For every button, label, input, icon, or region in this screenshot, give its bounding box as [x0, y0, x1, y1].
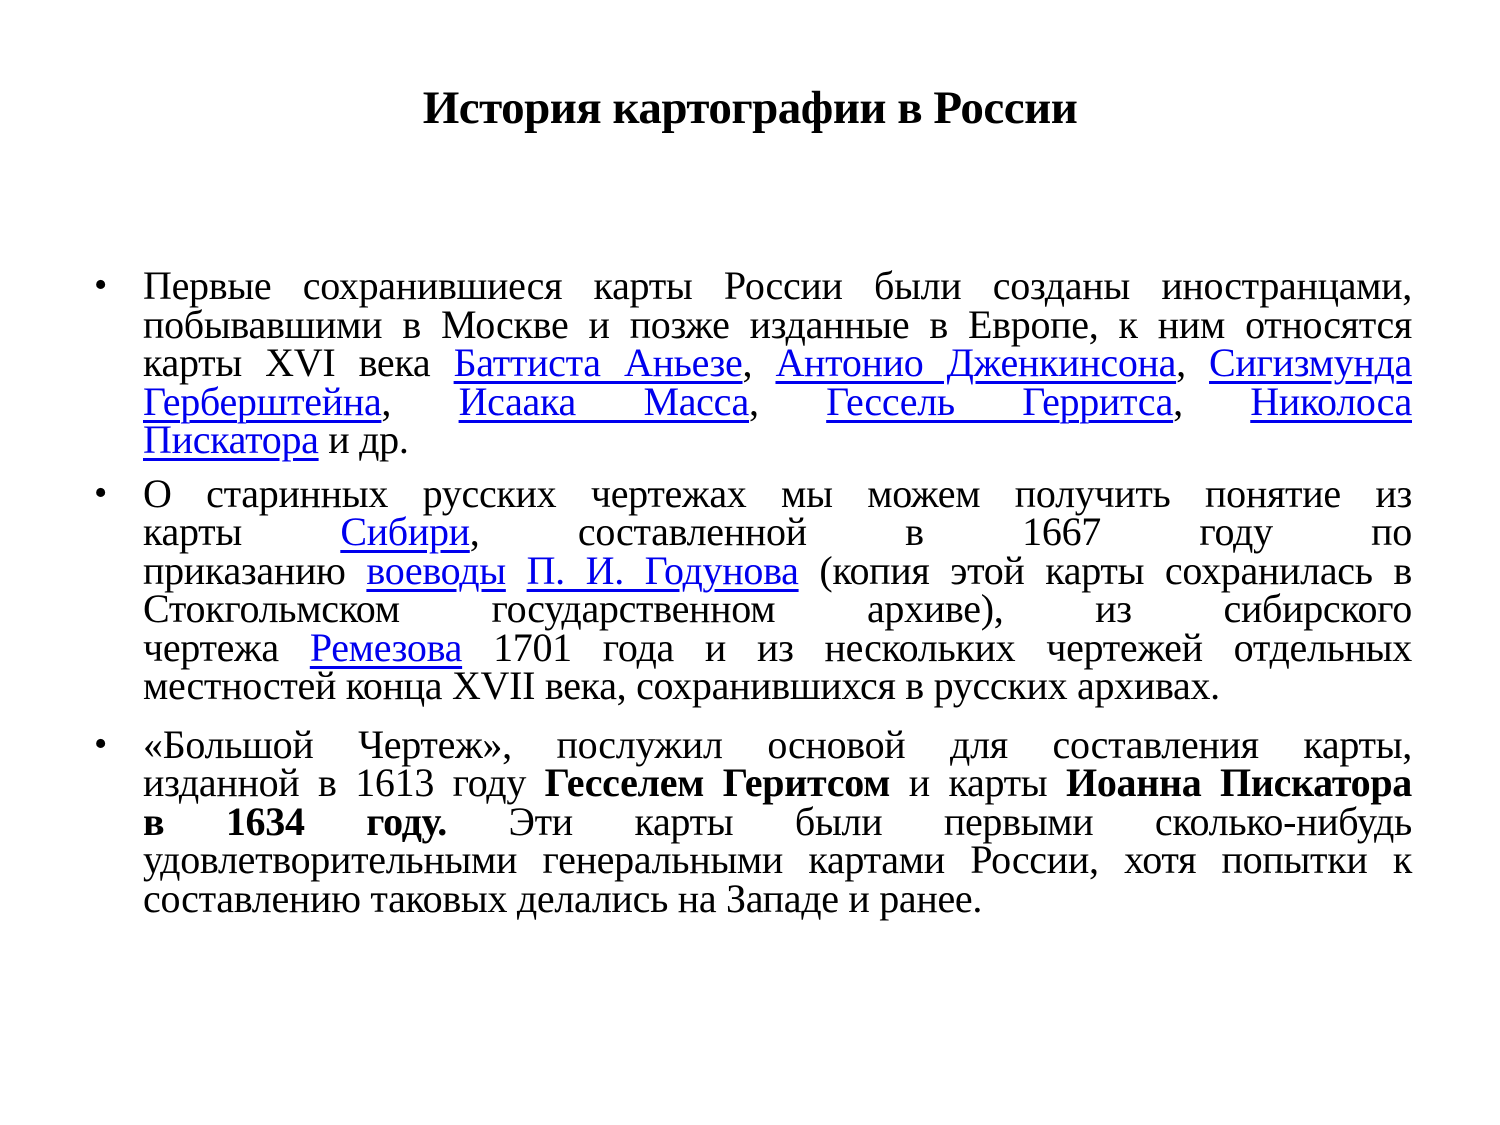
bullet-item — [94, 721, 1413, 921]
text-line — [143, 875, 1412, 921]
text-line — [143, 837, 1412, 882]
text-line — [143, 470, 1412, 516]
text-segment: (копия этой карты сохранилась в — [798, 547, 1412, 593]
text-segment: чертежа — [143, 624, 310, 670]
text-segment: Гесселем Геритсом — [544, 760, 891, 805]
text-segment: Стокгольмском государственном архиве), из сибирского — [143, 586, 1412, 631]
text-segment: Иоанна Пискатора — [1066, 760, 1413, 805]
text-line — [143, 509, 1412, 554]
text-segment: и карты — [890, 760, 1066, 805]
text-segment: побывавшими в Москве и позже изданные в Европе, к ним относятся — [143, 301, 1412, 347]
text-line — [143, 586, 1412, 631]
text-segment: Первые сохранившиеся карты России были созданы иностранцами, — [143, 263, 1412, 308]
text-line — [143, 378, 1412, 424]
text-segment: 1701 года и из нескольких чертежей отдельных — [462, 624, 1412, 670]
inline-hyperlink[interactable]: П. И. Годунова — [526, 547, 799, 593]
bullet-icon: • — [94, 722, 108, 765]
text-line — [143, 760, 1413, 805]
bullet-item — [94, 470, 1412, 708]
inline-hyperlink[interactable]: Сигизмунда — [1209, 340, 1413, 385]
slide-title: История картографии в России — [422, 82, 1078, 134]
bullet-item — [94, 263, 1413, 462]
text-segment: удовлетворительными генеральными картами России, хотя попытки к — [143, 837, 1412, 882]
bullet-icon: • — [94, 264, 108, 306]
text-line — [143, 547, 1412, 593]
text-segment: , — [1173, 378, 1251, 424]
text-segment: и др. — [318, 417, 409, 462]
text-segment: приказанию — [143, 547, 367, 593]
text-segment: местностей конца XVII века, сохранившихся в русских архивах. — [143, 663, 1220, 708]
text-line — [143, 417, 1412, 462]
text-segment: составлению таковых делались на Западе и ранее. — [143, 875, 983, 921]
text-segment: в 1634 году. — [143, 798, 447, 844]
inline-hyperlink[interactable]: Гессель Герритса — [826, 378, 1174, 424]
text-segment: , — [1176, 340, 1210, 385]
text-segment: карты XVI века — [143, 340, 454, 385]
text-segment: , составленной в 1667 году по — [469, 509, 1412, 554]
inline-hyperlink[interactable]: Баттиста Аньезе — [453, 340, 743, 385]
text-line — [143, 721, 1412, 767]
text-segment: Эти карты были первыми сколько-нибудь — [446, 798, 1413, 844]
text-segment: , — [742, 340, 776, 385]
text-segment: изданной в 1613 году — [143, 760, 545, 805]
text-segment: О старинных русских чертежах мы можем получить понятие из — [143, 470, 1412, 516]
bullet-icon: • — [94, 471, 108, 514]
text-line — [143, 263, 1412, 308]
text-segment: карты — [143, 509, 341, 554]
inline-hyperlink[interactable]: Исаака Масса — [458, 378, 750, 424]
inline-hyperlink[interactable]: Ремезова — [309, 624, 463, 670]
text-segment: , — [381, 378, 459, 424]
text-segment: «Большой Чертеж», послужил основой для составления карты, — [143, 721, 1412, 767]
text-line — [143, 340, 1413, 385]
text-segment: , — [749, 378, 827, 424]
inline-hyperlink[interactable]: Герберштейна — [143, 378, 382, 424]
inline-hyperlink[interactable]: Николоса — [1250, 378, 1412, 424]
text-line — [143, 301, 1412, 347]
text-line — [143, 663, 1412, 708]
inline-hyperlink[interactable]: Антонио Дженкинсона — [775, 340, 1177, 385]
inline-hyperlink[interactable]: Пискатора — [143, 417, 319, 462]
bullet-list — [94, 263, 1413, 921]
inline-hyperlink[interactable]: Сибири — [340, 509, 470, 554]
inline-hyperlink[interactable]: воеводы — [366, 547, 506, 593]
text-line — [143, 798, 1413, 844]
text-line — [143, 624, 1412, 670]
